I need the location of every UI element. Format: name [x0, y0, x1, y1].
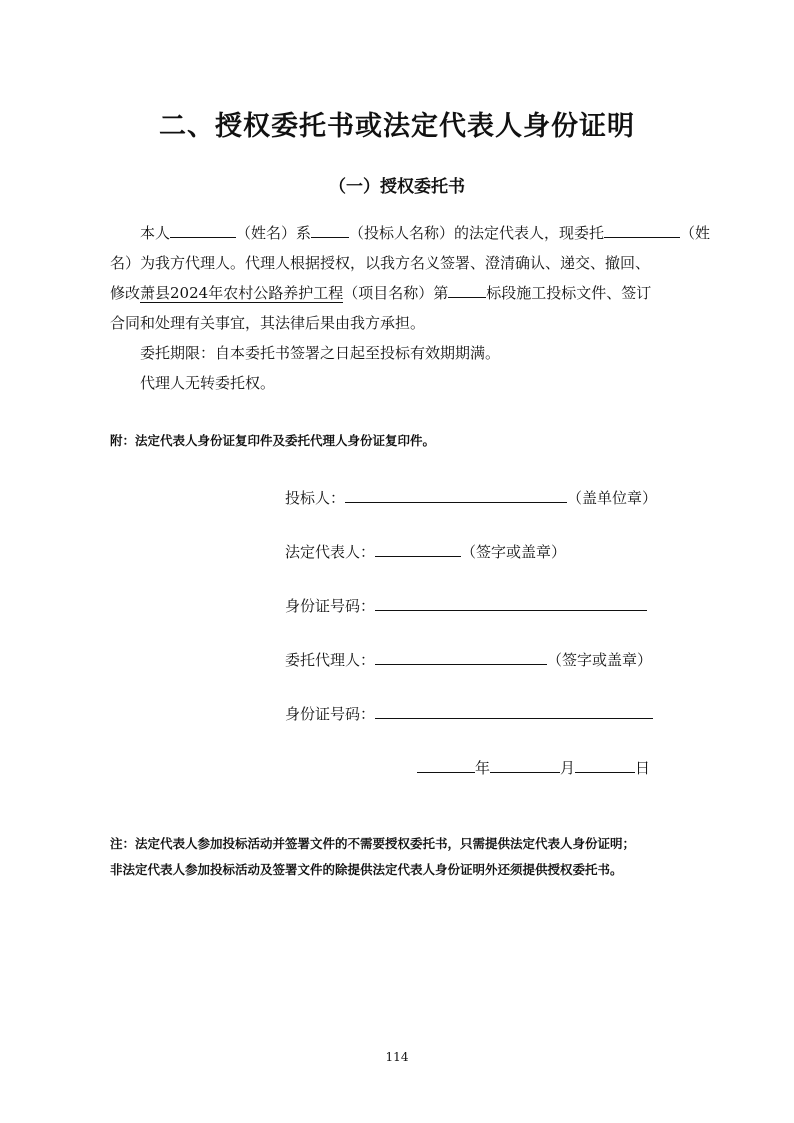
- no-sub-entrust: 代理人无转委托权。: [140, 374, 276, 392]
- text-segment: （项目名称）第: [343, 284, 449, 302]
- day-label: 日: [635, 759, 651, 777]
- agent-signature-line: [375, 648, 547, 665]
- id-number-label: 身份证号码：: [285, 597, 376, 615]
- note-line-1: 注：法定代表人参加投标活动并签署文件的不需要授权委托书，只需提供法定代表人身份证明；: [110, 836, 636, 851]
- agent-suffix: （签字或盖章）: [547, 651, 653, 669]
- legal-rep-row: [285, 540, 566, 562]
- year-line: [417, 756, 475, 773]
- note-line-2: 非法定代表人参加投标活动及签署文件的除提供法定代表人身份证明外还须提供授权委托书。: [110, 862, 623, 877]
- bidder-name-blank: [311, 219, 349, 238]
- name-blank: [170, 219, 236, 238]
- legal-rep-signature-line: [375, 540, 461, 557]
- bidder-suffix: （盖单位章）: [567, 489, 658, 507]
- text-segment: 修改: [110, 284, 141, 302]
- id-number-line: [375, 594, 647, 611]
- bidder-signature-line: [345, 486, 567, 503]
- id-number-label: 身份证号码：: [285, 705, 376, 723]
- month-line: [490, 756, 560, 773]
- agent-row: [285, 648, 652, 670]
- entrust-period: 委托期限：自本委托书签署之日起至投标有效期期满。: [140, 344, 501, 362]
- month-label: 月: [560, 759, 576, 777]
- legal-rep-label: 法定代表人：: [285, 543, 376, 561]
- text-segment: （姓: [680, 224, 711, 242]
- id-number-row-2: [285, 702, 653, 724]
- section-subtitle: （一）授权委托书: [329, 177, 465, 197]
- day-line: [575, 756, 635, 773]
- paragraph-line-4: 合同和处理有关事宜，其法律后果由我方承担。: [110, 314, 426, 332]
- page-number: 114: [385, 1050, 409, 1064]
- id-number-row-1: [285, 594, 647, 616]
- agent-name-blank: [604, 219, 680, 238]
- section-number-blank: [448, 279, 486, 298]
- paragraph-line-3: [110, 278, 690, 308]
- legal-rep-suffix: （签字或盖章）: [461, 543, 567, 561]
- paragraph-line-1: [110, 218, 711, 248]
- bidder-label: 投标人：: [285, 489, 346, 507]
- id-number-line: [375, 702, 653, 719]
- bidder-row: [285, 486, 657, 508]
- agent-label: 委托代理人：: [285, 651, 376, 669]
- project-name: 萧县2024年农村公路养护工程: [140, 284, 344, 302]
- text-segment: 本人: [140, 224, 171, 242]
- paragraph-line-2: 名）为我方代理人。代理人根据授权，以我方名义签署、澄清确认、递交、撤回、: [110, 254, 651, 272]
- text-segment: （姓名）系: [236, 224, 312, 242]
- text-segment: 标段施工投标文件、签订: [486, 284, 652, 302]
- date-row: [417, 756, 650, 778]
- year-label: 年: [475, 759, 491, 777]
- text-segment: （投标人名称）的法定代表人，现委托: [349, 224, 605, 242]
- attachment-note: 附：法定代表人身份证复印件及委托代理人身份证复印件。: [110, 433, 436, 448]
- document-title: 二、授权委托书或法定代表人身份证明: [159, 111, 635, 142]
